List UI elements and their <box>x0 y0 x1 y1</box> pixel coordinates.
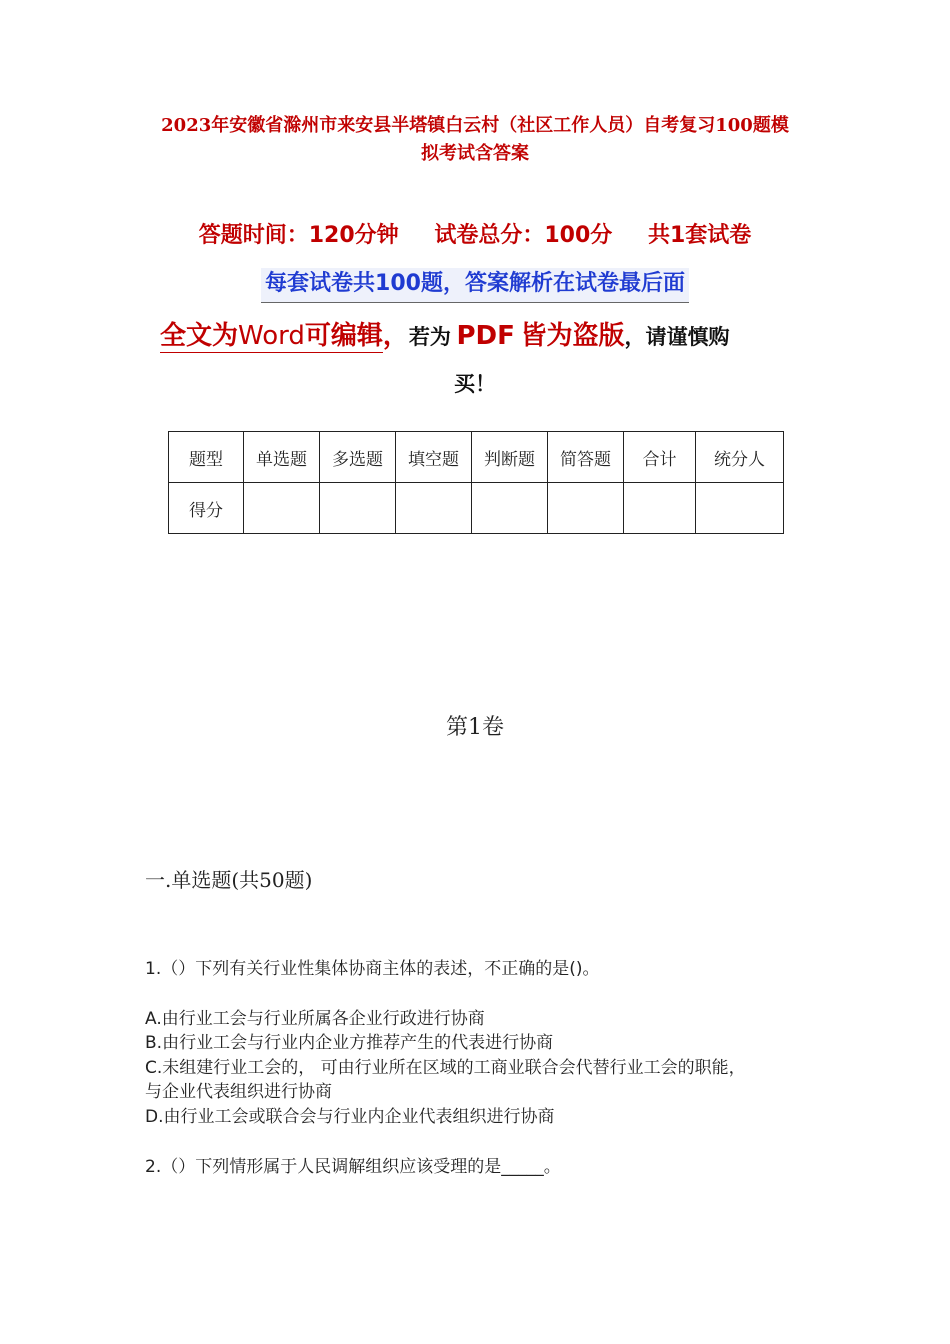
score-cell[interactable] <box>548 483 624 534</box>
copyright-warning <box>160 310 810 365</box>
table-header-cell: 单选题 <box>244 432 320 483</box>
warning-underlined <box>160 321 383 353</box>
exam-meta <box>0 218 950 249</box>
question-1-option-d: D.由行业工会或联合会与行业内企业代表组织进行协商 <box>145 1107 555 1127</box>
score-table-score-row <box>169 483 784 534</box>
volume-heading: 第1卷 <box>446 715 504 740</box>
question-1-option-c-cont: 与企业代表组织进行协商 <box>145 1082 332 1102</box>
table-header-cell: 合计 <box>624 432 696 483</box>
warning-part-2: Word <box>238 321 305 351</box>
table-header-cell: 判断题 <box>472 432 548 483</box>
section-heading: 一.单选题(共50题) <box>145 868 313 892</box>
score-table <box>168 431 784 534</box>
question-1-option-c: C.未组建行业工会的， 可由行业所在区域的工商业联合会代替行业工会的职能， <box>145 1058 746 1078</box>
table-header-cell: 题型 <box>169 432 244 483</box>
title-line-1: 2023年安徽省滁州市来安县半塔镇白云村（社区工作人员）自考复习100题模 <box>161 115 789 136</box>
warning-part-4: 若为 <box>408 325 451 349</box>
document-title <box>130 112 820 168</box>
question-1-stem: 1.（）下列有关行业性集体协商主体的表述，不正确的是()。 <box>145 959 600 979</box>
warning-sep-1: ， <box>382 321 409 351</box>
warning-part-6: 皆为盗版 <box>520 321 625 351</box>
exam-time: 答题时间：120分钟 <box>198 223 399 248</box>
table-header-cell: 统分人 <box>696 432 784 483</box>
question-2-stem: 2.（）下列情形属于人民调解组织应该受理的是_____。 <box>145 1157 561 1177</box>
exam-total-score: 试卷总分：100分 <box>434 223 613 248</box>
warning-part-7: 请谨慎购 <box>645 325 730 349</box>
question-1-option-a: A.由行业工会与行业所属各企业行政进行协商 <box>145 1009 485 1029</box>
warning-part-1: 全文为 <box>160 321 239 351</box>
score-cell[interactable] <box>244 483 320 534</box>
score-cell[interactable] <box>320 483 396 534</box>
score-cell[interactable] <box>696 483 784 534</box>
question-1-option-b: B.由行业工会与行业内企业方推荐产生的代表进行协商 <box>145 1033 554 1053</box>
score-cell[interactable] <box>472 483 548 534</box>
warning-part-5: PDF <box>456 321 515 351</box>
notice-banner <box>0 268 950 303</box>
warning-part-8: 买！ <box>454 372 496 396</box>
score-table-header-row <box>169 432 784 483</box>
score-cell[interactable] <box>624 483 696 534</box>
table-header-cell: 简答题 <box>548 432 624 483</box>
score-cell[interactable] <box>396 483 472 534</box>
warning-part-3: 可编辑 <box>304 321 383 351</box>
exam-set-count: 共1套试卷 <box>647 223 752 248</box>
score-row-label: 得分 <box>169 483 244 534</box>
notice-text: 每套试卷共100题，答案解析在试卷最后面 <box>261 268 689 303</box>
warning-sep-2: ， <box>624 325 646 349</box>
title-line-2: 拟考试含答案 <box>421 143 529 164</box>
table-header-cell: 多选题 <box>320 432 396 483</box>
table-header-cell: 填空题 <box>396 432 472 483</box>
